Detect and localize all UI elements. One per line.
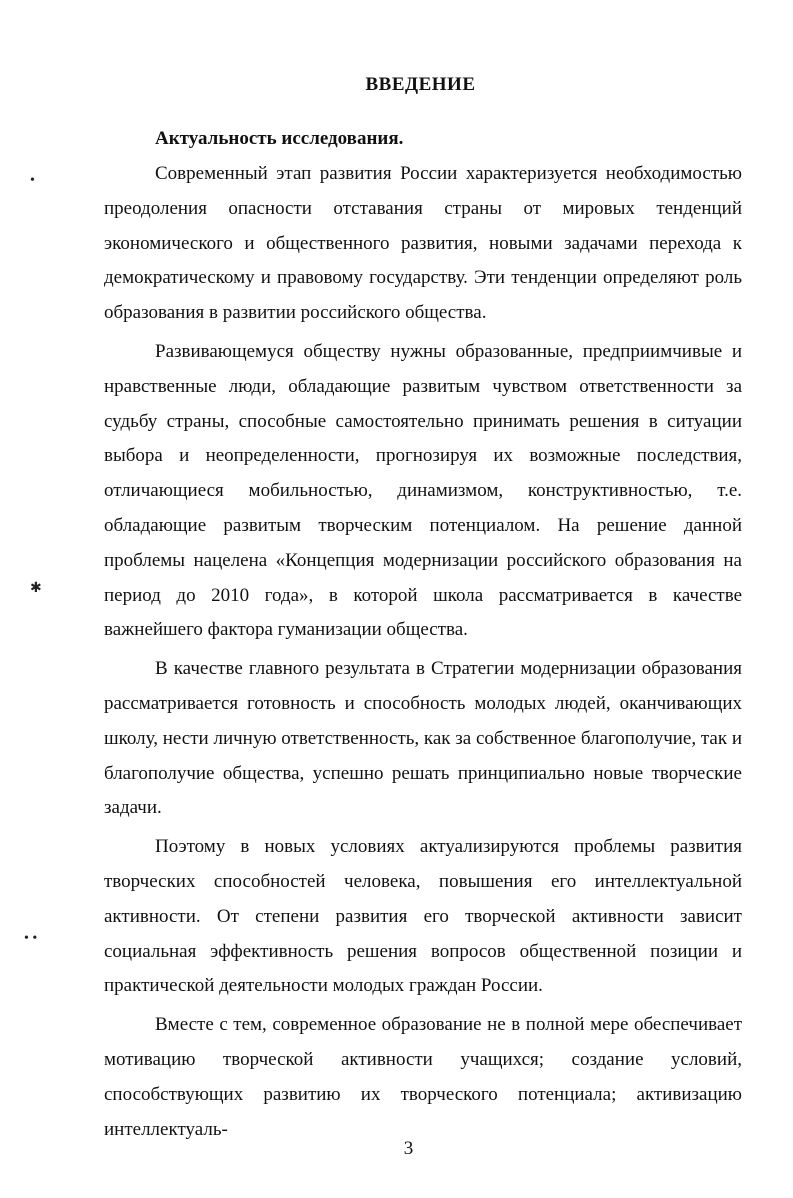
paragraph: Современный этап развития России характеризуется необходимостью преодоления опасности отставания страны от мировых тенденций экономического и общественного развития, новыми задачами перехода к демократическому и правовому государству. Эти тенденции определяют роль образования в развитии российского общества. xyxy=(104,163,742,324)
body-text xyxy=(104,157,742,1151)
margin-mark: ✱ xyxy=(30,581,42,596)
page-title: ВВЕДЕНИЕ xyxy=(365,74,476,95)
paragraph: Вместе с тем, современное образование не в полной мере обеспечивает мотивацию творческой активности учащихся; создание условий, способствующих развитию их творческого потенциала; активизацию интеллектуаль- xyxy=(104,1014,742,1140)
paragraph: В качестве главного результата в Стратегии модернизации образования рассматривается готовность и способность молодых людей, оканчивающих школу, нести личную ответственность, как за собственное благополучие, так и благополучие общества, успешно решать принципиально новые творческие задачи. xyxy=(104,658,742,819)
paragraph: Развивающемуся обществу нужны образованные, предприимчивые и нравственные люди, обладающие развитым чувством ответственности за судьбу страны, способные самостоятельно принимать решения в ситуации выбора и неопределенности, прогнозируя их возможные последствия, отличающиеся мобильностью, динамизмом, конструктивностью, т.е. обладающие развитым творческим потенциалом. На решение данной проблемы нацелена «Концепция модернизации российского образования на период до 2010 года», в которой школа рассматривается в качестве важнейшего фактора гуманизации общества. xyxy=(104,340,742,641)
section-heading: Актуальность исследования. xyxy=(155,128,404,149)
margin-mark: • xyxy=(30,173,35,188)
page-number: 3 xyxy=(403,1138,414,1159)
paragraph: Поэтому в новых условиях актуализируются проблемы развития творческих способностей человека, повышения его интеллектуальной активности. От степени развития его творческой активности зависит социальная эффективность решения вопросов общественной позиции и практической деятельности молодых граждан России. xyxy=(104,836,742,997)
margin-mark: • • xyxy=(24,931,38,946)
